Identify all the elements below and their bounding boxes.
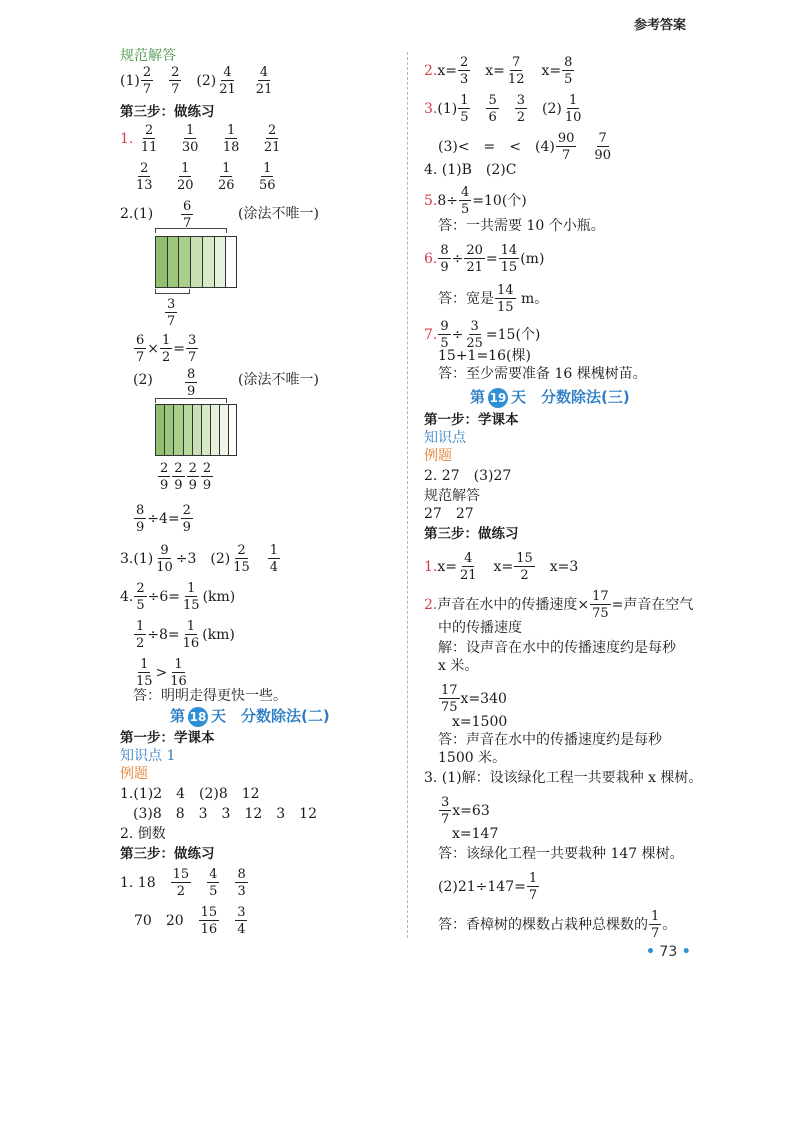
day19-p2e: $\frac{17}{75}$ x=340 (441, 683, 507, 715)
q2-2-equation: $\frac{8}{9}$ ÷4= $\frac{2}{9}$ (136, 503, 191, 535)
q2-1-note: (涂法不唯一) (238, 206, 319, 222)
day19-guifan: 规范解答 (424, 488, 480, 504)
day19-liti: 例题 (424, 448, 452, 464)
q2-1-top-brace (155, 228, 227, 233)
q4-line2: $\frac{1}{2}$ ÷8= $\frac{1}{16}$ (km) (136, 619, 235, 651)
q2-1-equation: $\frac{6}{7}$ × $\frac{1}{2}$ = $\frac{3}{7}$ (136, 333, 197, 365)
day18-p1a: 1. 18 $\frac{15}{2}$ $\frac{4}{5}$ $\frac{8}{3}$ (120, 867, 246, 899)
day19-zsd: 知识点 (424, 430, 466, 446)
day19-step3: 第三步：做练习 (424, 526, 519, 542)
day18-ex1: 1.(1)2 4 (2)8 12 (120, 786, 260, 802)
day19-p2g: 答：声音在水中的传播速度约是每秒 (438, 732, 662, 748)
q2-1-bottom-brace (155, 289, 190, 294)
day18-title: 第 18 天 分数除法(二) (170, 707, 330, 725)
q2-2-bottom-fracs: $\frac{2}{9}$ $\frac{2}{9}$ $\frac{2}{9}$ $\frac{2}{9}$ (160, 461, 212, 493)
header-title: 参考答案 (634, 18, 687, 33)
day19-p2d: x 米。 (438, 658, 479, 674)
guifan-label: 规范解答 (120, 48, 176, 64)
q2-2-top-brace (155, 398, 227, 403)
day19-p2f: x=1500 (452, 714, 508, 730)
day19-gv: 27 27 (424, 506, 474, 522)
day18-p1b: 70 20 $\frac{15}{16}$ $\frac{3}{4}$ (134, 905, 246, 937)
day19-p3c: x=147 (452, 826, 499, 842)
day19-ex: 2. 27 (3)27 (424, 468, 512, 484)
day18-liti: 例题 (120, 766, 148, 782)
day19-p3f: 答：香樟树的棵数占栽种总棵数的 $\frac{1}{7}$ 。 (438, 909, 677, 941)
q4-line3: $\frac{1}{15}$ > $\frac{1}{16}$ (136, 657, 187, 689)
day19-step1: 第一步：学课本 (424, 412, 519, 428)
day19-p2b: 中的传播速度 (438, 620, 522, 636)
step3-heading: 第三步：做练习 (120, 104, 215, 120)
page-number: • 73 • (646, 944, 691, 960)
q2-2-note: (涂法不唯一) (238, 372, 319, 388)
day18-step3: 第三步：做练习 (120, 846, 215, 862)
r4-line: 4. (1)B (2)C (424, 162, 517, 178)
day18-step1: 第一步：学课本 (120, 730, 215, 746)
column-divider (407, 52, 408, 938)
day19-p3: 3. (1)解：设该绿化工程一共要栽种 x 棵树。 (424, 770, 703, 786)
day19-p1: 1.x= $\frac{4}{21}$ x= $\frac{15}{2}$ x=3 (424, 551, 579, 583)
day19-p2: 2.声音在水中的传播速度× $\frac{17}{75}$ =声音在空气 (424, 589, 694, 621)
r7-answer: 答：至少需要准备 16 棵槐树苗。 (438, 366, 647, 382)
q1-row1: 1. $\frac{2}{11}$ $\frac{1}{30}$ $\frac{1}{18}$ $\frac{2}{21}$ (120, 123, 281, 155)
r3-line: 3.(1) $\frac{1}{5}$ $\frac{5}{6}$ $\frac{3}{2}$ (2) $\frac{1}{10}$ (424, 93, 582, 125)
day19-p3b: $\frac{3}{7}$ x=63 (441, 795, 490, 827)
r3b-line: (3)< = < (4) $\frac{90}{7}$ $\frac{7}{90}$ (438, 131, 611, 163)
q1-row2: $\frac{2}{13}$ $\frac{1}{20}$ $\frac{1}{26}$ $\frac{1}{56}$ (136, 161, 276, 193)
q2-1-top-frac: $\frac{6}{7}$ (183, 199, 192, 231)
q4-answer: 答：明明走得更快一些。 (133, 688, 287, 704)
day19-p2h: 1500 米。 (438, 750, 507, 766)
day18-ex2: 2. 倒数 (120, 826, 166, 842)
r6-answer: 答：宽是 $\frac{14}{15}$ m。 (438, 283, 549, 315)
q2-2-label: (2) (133, 372, 153, 388)
day18-zsd1: 知识点 1 (120, 748, 176, 764)
r7-line2: 15+1=16(棵) (438, 348, 531, 364)
r7-line: 7. $\frac{9}{5}$ ÷ $\frac{3}{25}$ =15(个) (424, 319, 541, 351)
day18-ex1b: (3)8 8 3 3 12 3 12 (133, 806, 317, 822)
left-line-1: (1) $\frac{2}{7}$ $\frac{2}{7}$ (2) $\frac{4}{21}$ $\frac{4}{21}$ (120, 65, 273, 97)
r5-line: 5.8÷ $\frac{4}{5}$ =10(个) (424, 185, 527, 217)
day19-p3d: 答：该绿化工程一共要栽种 147 棵树。 (438, 846, 684, 862)
day19-p3e: (2)21÷147= $\frac{1}{7}$ (438, 871, 538, 903)
q4-line1: 4. $\frac{2}{5}$ ÷6= $\frac{1}{15}$ (km) (120, 581, 236, 613)
q2-1-bottom-frac: $\frac{3}{7}$ (167, 297, 176, 329)
day19-p2c: 解：设声音在水中的传播速度约是每秒 (438, 640, 676, 656)
q2-1-label: 2.(1) (120, 206, 154, 222)
q2-2-bar (155, 404, 237, 456)
day19-title: 第 19 天 分数除法(三) (470, 388, 630, 406)
q3-line: 3.(1) $\frac{9}{10}$ ÷3 (2) $\frac{2}{15}$ $\frac{1}{4}$ (120, 543, 279, 575)
r2-line: 2.x= $\frac{2}{3}$ x= $\frac{7}{12}$ x= $\frac{8}{5}$ (424, 55, 573, 87)
r6-line: 6. $\frac{8}{9}$ ÷ $\frac{20}{21}$ = $\frac{14}{15}$ (m) (424, 243, 545, 275)
q2-1-bar (155, 236, 237, 288)
q2-2-top-frac: $\frac{8}{9}$ (187, 367, 196, 399)
r5-answer: 答：一共需要 10 个小瓶。 (438, 218, 605, 234)
